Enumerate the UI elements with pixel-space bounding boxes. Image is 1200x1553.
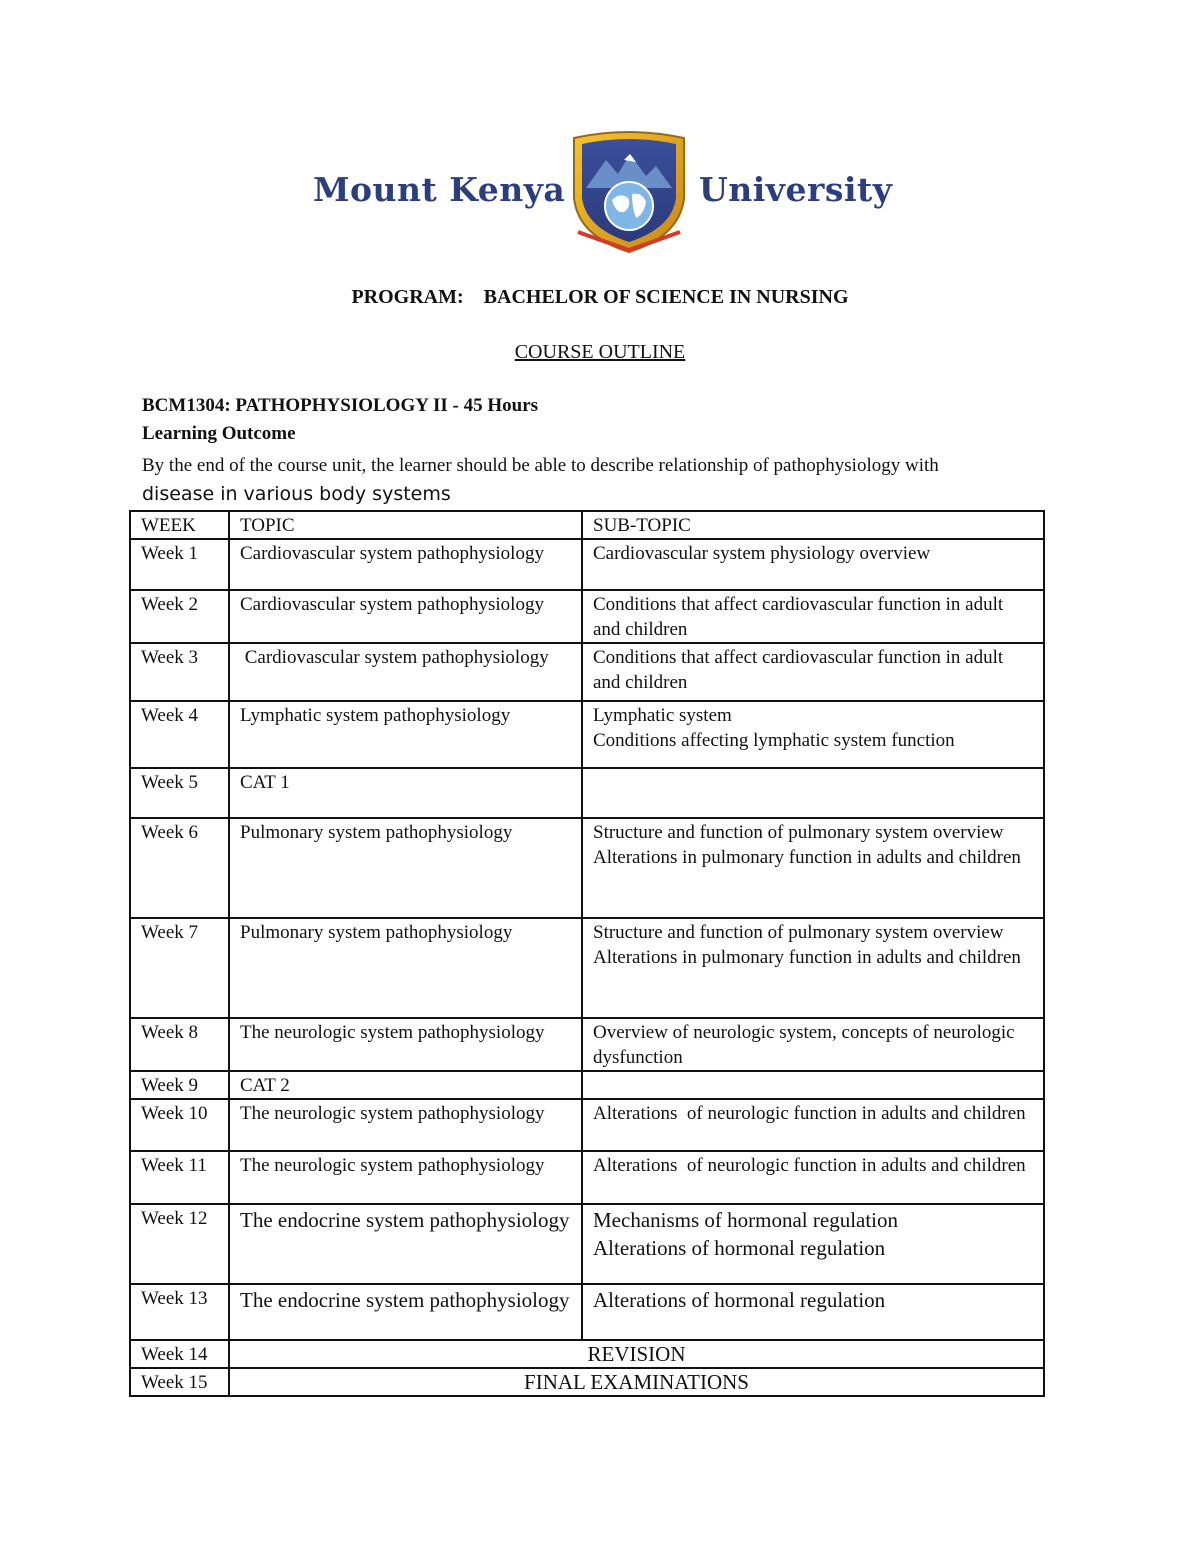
sub-topic-line: Lymphatic system (593, 705, 732, 726)
week-cell: Week 13 (130, 1284, 229, 1340)
table-row (130, 818, 1044, 918)
week-cell: Week 8 (130, 1018, 229, 1071)
sub-topic-line: Conditions that affect cardiovascular function in adult and children (593, 594, 1004, 640)
table-row (130, 1071, 1044, 1099)
table-row (130, 1284, 1044, 1340)
week-cell: Week 10 (130, 1099, 229, 1151)
sub-topic-cell (582, 1071, 1044, 1099)
course-outline-title: COURSE OUTLINE (514, 341, 686, 363)
learning-outcome-text (142, 451, 1072, 509)
course-title: BCM1304: PATHOPHYSIOLOGY II - 45 Hours (142, 395, 539, 416)
sub-topic-line: Conditions affecting lymphatic system function (593, 730, 955, 751)
week-cell: Week 2 (130, 590, 229, 643)
topic-cell: The endocrine system pathophysiology (229, 1204, 582, 1284)
topic-cell: Pulmonary system pathophysiology (229, 818, 582, 918)
header-sub-topic: SUB-TOPIC (582, 511, 1044, 539)
topic-cell: Cardiovascular system pathophysiology (229, 643, 582, 701)
table-row (130, 1151, 1044, 1204)
sub-topic-cell (582, 1284, 1044, 1340)
sub-topic-line: Mechanisms of hormonal regulation (593, 1208, 899, 1232)
sub-topic-cell (582, 1099, 1044, 1151)
week-cell: Week 9 (130, 1071, 229, 1099)
program-value: BACHELOR OF SCIENCE IN NURSING (483, 286, 849, 308)
merged-cell-final-exams: FINAL EXAMINATIONS (229, 1368, 1044, 1396)
table-row (130, 1018, 1044, 1071)
merged-cell-revision: REVISION (229, 1340, 1044, 1368)
table-row (130, 590, 1044, 643)
week-cell: Week 14 (130, 1340, 229, 1368)
topic-cell: CAT 1 (229, 768, 582, 818)
sub-topic-cell (582, 818, 1044, 918)
header-topic: TOPIC (229, 511, 582, 539)
sub-topic-line: Alterations in pulmonary function in adults and children (593, 947, 1021, 968)
course-outline-table (129, 510, 1045, 1397)
learning-outcome-heading: Learning Outcome (142, 423, 296, 444)
table-row (130, 701, 1044, 768)
table-row (130, 918, 1044, 1018)
topic-cell: The neurologic system pathophysiology (229, 1018, 582, 1071)
week-cell: Week 15 (130, 1368, 229, 1396)
program-line (0, 286, 1200, 309)
topic-cell: Cardiovascular system pathophysiology (229, 590, 582, 643)
table-row (130, 768, 1044, 818)
table-row (130, 643, 1044, 701)
topic-cell: CAT 2 (229, 1071, 582, 1099)
week-cell: Week 4 (130, 701, 229, 768)
topic-cell: The neurologic system pathophysiology (229, 1151, 582, 1204)
sub-topic-line: Alterations of hormonal regulation (593, 1288, 886, 1312)
sub-topic-line: Structure and function of pulmonary system overview (593, 822, 1004, 843)
topic-cell: Lymphatic system pathophysiology (229, 701, 582, 768)
topic-cell: The neurologic system pathophysiology (229, 1099, 582, 1151)
sub-topic-line: Alterations of neurologic function in adults and children (593, 1103, 1026, 1124)
table-row (130, 1099, 1044, 1151)
sub-topic-line: Conditions that affect cardiovascular function in adult and children (593, 647, 1004, 693)
sub-topic-cell (582, 539, 1044, 590)
sub-topic-cell (582, 701, 1044, 768)
sub-topic-cell (582, 1151, 1044, 1204)
sub-topic-cell (582, 1018, 1044, 1071)
sub-topic-cell (582, 1204, 1044, 1284)
week-cell: Week 1 (130, 539, 229, 590)
topic-cell: Pulmonary system pathophysiology (229, 918, 582, 1018)
week-cell: Week 6 (130, 818, 229, 918)
sub-topic-cell (582, 768, 1044, 818)
table-row (130, 539, 1044, 590)
learning-outcome-line-2: disease in various body systems (142, 483, 451, 505)
sub-topic-cell (582, 643, 1044, 701)
university-crest-logo (570, 128, 688, 254)
week-cell: Week 11 (130, 1151, 229, 1204)
table-row (130, 1340, 1044, 1368)
table-row (130, 1204, 1044, 1284)
learning-outcome-line-1: By the end of the course unit, the learner should be able to describe relationship of pathophysiology with (142, 455, 939, 476)
week-cell: Week 3 (130, 643, 229, 701)
sub-topic-line: Overview of neurologic system, concepts of neurologic dysfunction (593, 1022, 1015, 1068)
topic-cell: Cardiovascular system pathophysiology (229, 539, 582, 590)
table-header-row (130, 511, 1044, 539)
header-week: WEEK (130, 511, 229, 539)
week-cell: Week 5 (130, 768, 229, 818)
sub-topic-line: Cardiovascular system physiology overview (593, 543, 931, 564)
sub-topic-cell (582, 590, 1044, 643)
table-row (130, 1368, 1044, 1396)
week-cell: Week 12 (130, 1204, 229, 1284)
sub-topic-line: Alterations in pulmonary function in adults and children (593, 847, 1021, 868)
logo-text-left: Mount Kenya (313, 170, 566, 209)
sub-topic-cell (582, 918, 1044, 1018)
sub-topic-line: Alterations of neurologic function in adults and children (593, 1155, 1026, 1176)
week-cell: Week 7 (130, 918, 229, 1018)
logo-text-right: University (699, 170, 893, 209)
sub-topic-line: Structure and function of pulmonary system overview (593, 922, 1004, 943)
sub-topic-line: Alterations of hormonal regulation (593, 1236, 886, 1260)
topic-cell: The endocrine system pathophysiology (229, 1284, 582, 1340)
program-label: PROGRAM: (351, 286, 464, 308)
